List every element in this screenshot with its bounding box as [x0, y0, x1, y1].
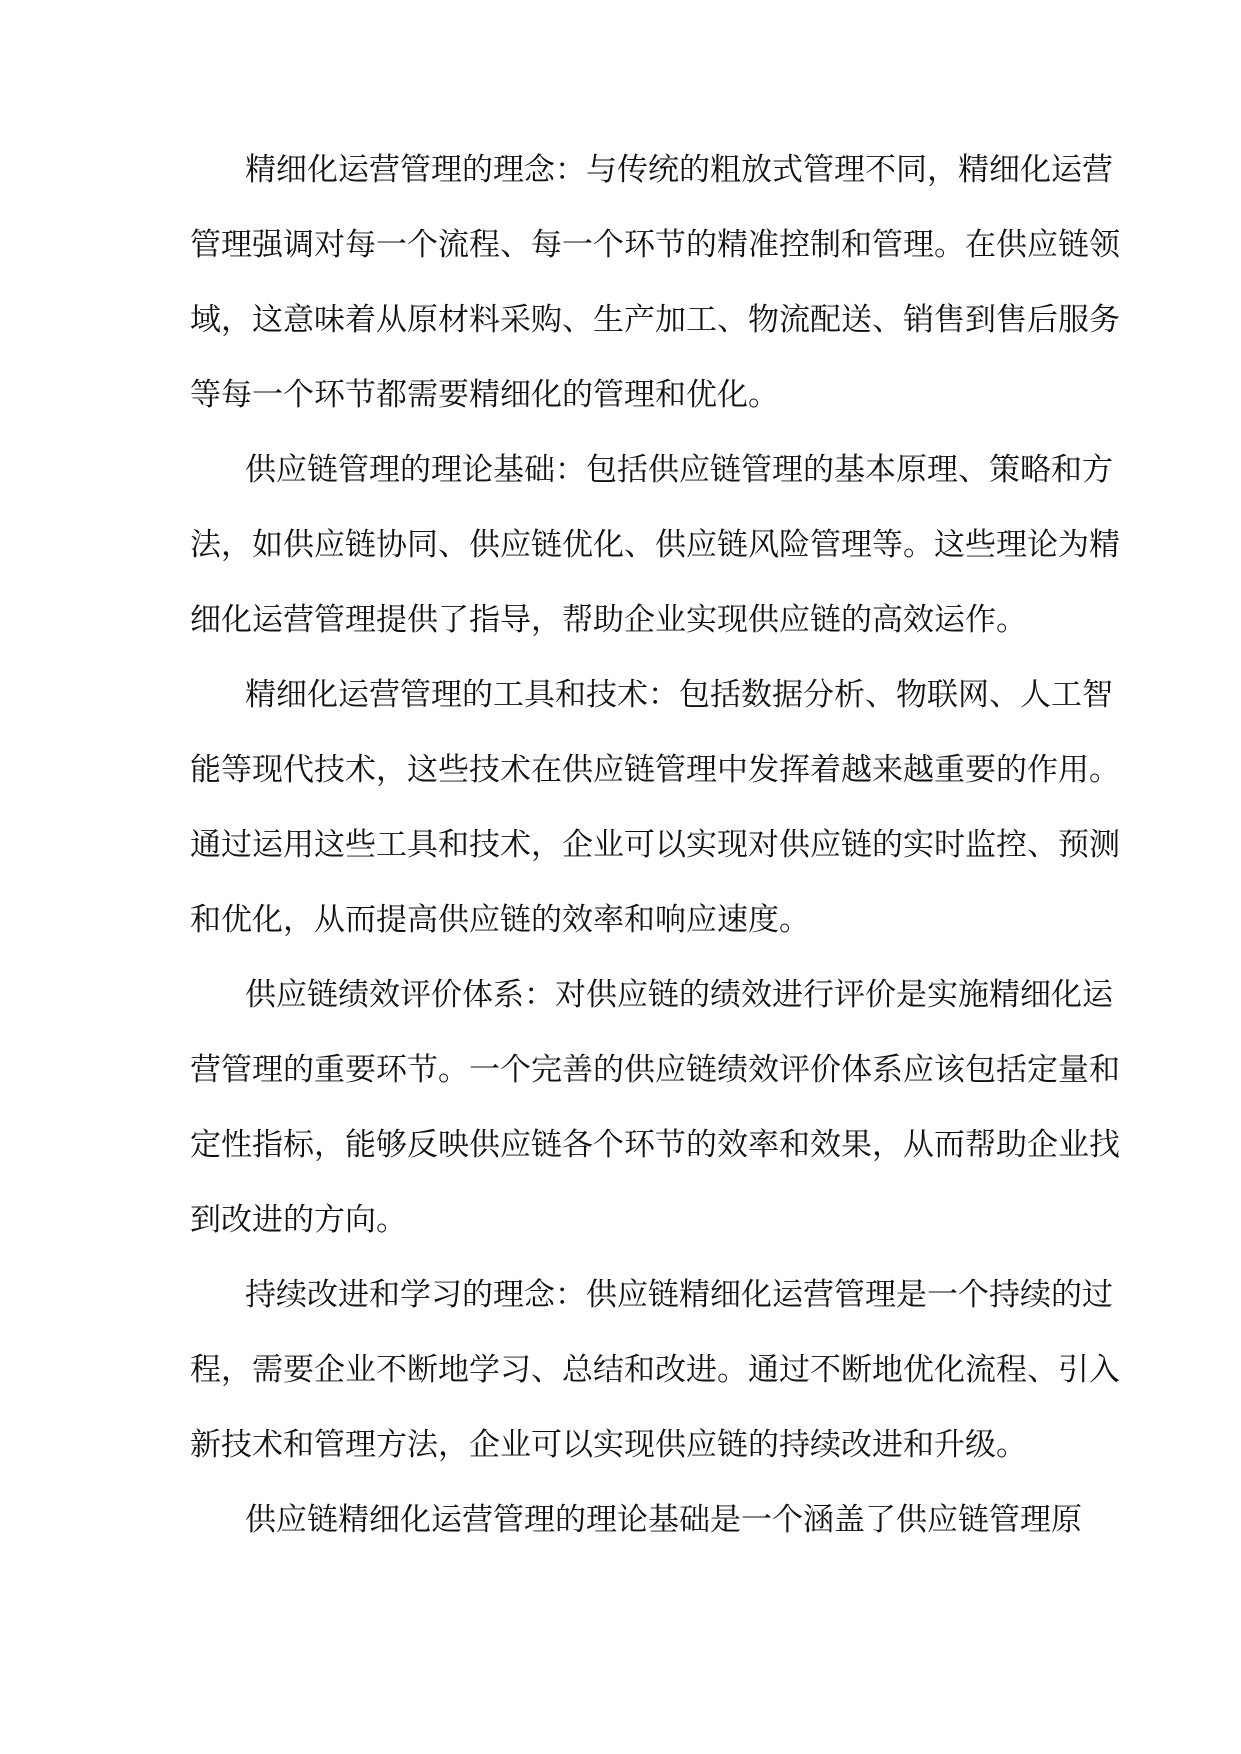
paragraph-3-line-2: 能等现代技术，这些技术在供应链管理中发挥着越来越重要的作用。 — [190, 752, 1120, 788]
paragraph-5-line-2: 程，需要企业不断地学习、总结和改进。通过不断地优化流程、引入 — [190, 1352, 1120, 1388]
paragraph-2-line-2: 法，如供应链协同、供应链优化、供应链风险管理等。这些理论为精 — [190, 527, 1120, 563]
paragraph-1-line-1: 精细化运营管理的理念：与传统的粗放式管理不同，精细化运营 — [245, 152, 1113, 188]
paragraph-3-line-3: 通过运用这些工具和技术，企业可以实现对供应链的实时监控、预测 — [190, 827, 1120, 863]
paragraph-2-line-1: 供应链管理的理论基础：包括供应链管理的基本原理、策略和方 — [245, 452, 1113, 488]
paragraph-5-line-3: 新技术和管理方法，企业可以实现供应链的持续改进和升级。 — [190, 1427, 1027, 1463]
paragraph-1-line-3: 域，这意味着从原材料采购、生产加工、物流配送、销售到售后服务 — [190, 302, 1120, 338]
paragraph-1-line-2: 管理强调对每一个流程、每一个环节的精准控制和管理。在供应链领 — [190, 227, 1120, 263]
paragraph-4-line-3: 定性指标，能够反映供应链各个环节的效率和效果，从而帮助企业找 — [190, 1127, 1120, 1163]
paragraph-4-line-2: 营管理的重要环节。一个完善的供应链绩效评价体系应该包括定量和 — [190, 1052, 1120, 1088]
paragraph-3-line-4: 和优化，从而提高供应链的效率和响应速度。 — [190, 902, 810, 938]
paragraph-1-line-4: 等每一个环节都需要精细化的管理和优化。 — [190, 377, 779, 413]
paragraph-5-line-1: 持续改进和学习的理念：供应链精细化运营管理是一个持续的过 — [245, 1277, 1113, 1313]
paragraph-6-line-1: 供应链精细化运营管理的理论基础是一个涵盖了供应链管理原 — [245, 1502, 1082, 1538]
paragraph-4-line-4: 到改进的方向。 — [190, 1202, 407, 1238]
paragraph-3-line-1: 精细化运营管理的工具和技术：包括数据分析、物联网、人工智 — [245, 677, 1113, 713]
paragraph-4-line-1: 供应链绩效评价体系：对供应链的绩效进行评价是实施精细化运 — [245, 977, 1113, 1013]
paragraph-2-line-3: 细化运营管理提供了指导，帮助企业实现供应链的高效运作。 — [190, 602, 1027, 638]
